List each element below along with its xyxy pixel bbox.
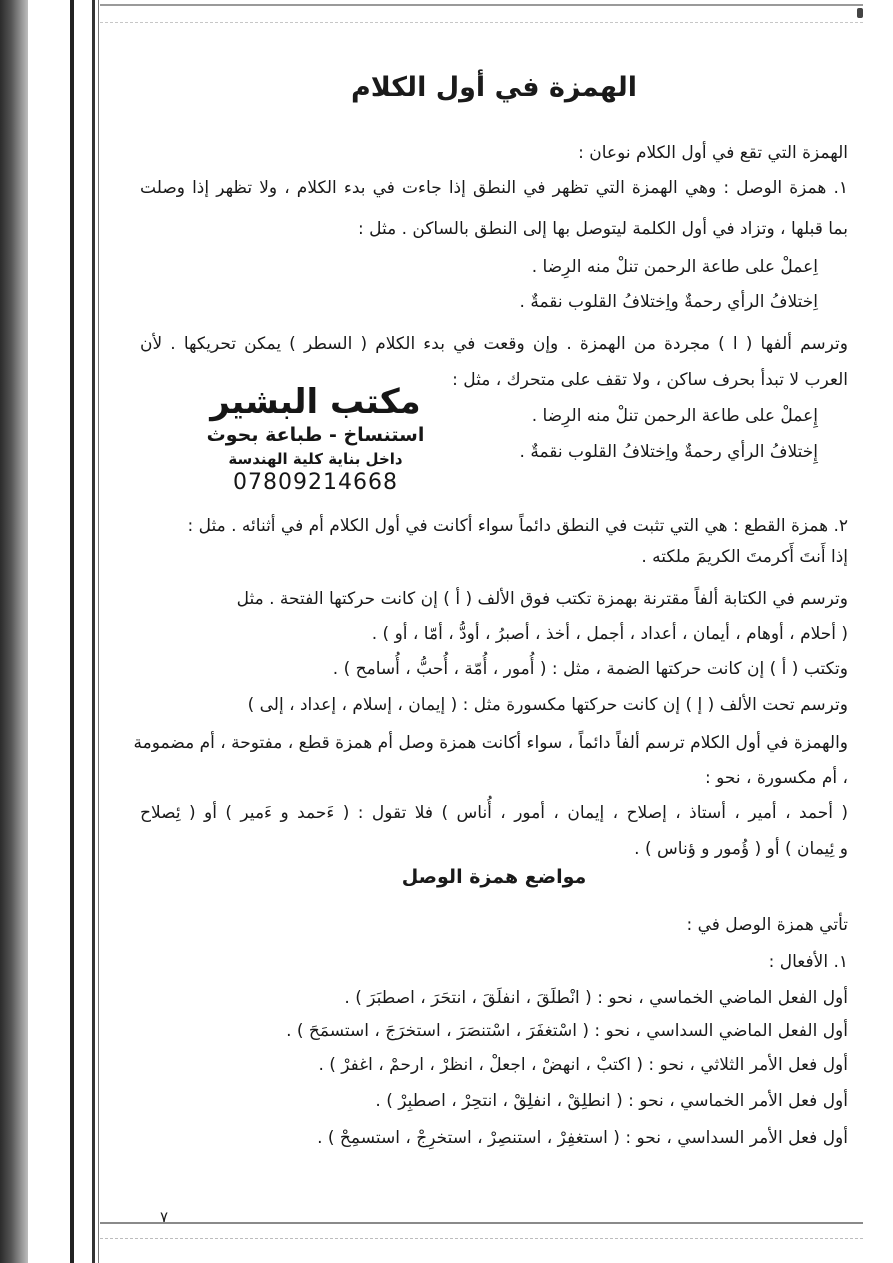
- text-line: العرب لا تبدأ بحرف ساكن ، ولا تقف على متحرك ، مثل :: [452, 370, 848, 390]
- example-line: إِختلافُ الرأي رحمةٌ واِختلافُ القلوب نقمةٌ .: [519, 442, 818, 462]
- example-line: إذا أَنتَ أَكرمتَ الكريمَ ملكته .: [641, 547, 848, 567]
- spine-rule: [98, 0, 99, 1263]
- bottom-page-border: [100, 1222, 863, 1239]
- example-line: اِختلافُ الرأي رحمةٌ واِختلافُ القلوب نقمةٌ .: [519, 292, 818, 312]
- text-line: وتكتب ( أ ) إن كانت حركتها الضمة ، مثل : ( أُمور ، أُمّة ، أُحبُّ ، أُسامح ) .: [332, 659, 848, 679]
- text-line: وترسم تحت الألف ( إ ) إن كانت حركتها مكسورة مثل : ( إيمان ، إسلام ، إعداد ، إلى ): [247, 695, 848, 715]
- scan-mark: [857, 8, 863, 18]
- text-line: أول فعل الأمر الخماسي ، نحو : ( انطلِقْ ، انفلِقْ ، انتحِرْ ، اصطبِرْ ) .: [375, 1091, 848, 1111]
- text-line: الهمزة التي تقع في أول الكلام نوعان :: [578, 143, 848, 163]
- spine-rule: [92, 0, 95, 1263]
- spine-rule: [70, 0, 74, 1263]
- text-line: تأتي همزة الوصل في :: [686, 915, 848, 935]
- text-line: أول فعل الأمر الثلاثي ، نحو : ( اكتبْ ، انهضْ ، اجعلْ ، انظرْ ، ارحمْ ، اغفرْ ) .: [318, 1055, 848, 1075]
- text-line: ٢. همزة القطع : هي التي تثبت في النطق دائماً سواء أكانت في أول الكلام أم في أثنائه . مثل :: [187, 516, 848, 536]
- book-spine-shadow: [0, 0, 28, 1263]
- print-shop-stamp: [198, 382, 433, 512]
- text-line: وترسم ألفها ( ا ) مجردة من الهمزة . وإن وقعت في بدء الكلام ( السطر ) يمكن تحريكها . لأن: [140, 334, 848, 354]
- stamp-services: استنساخ - طباعة بحوث: [206, 424, 425, 446]
- example-line: إِعملْ على طاعة الرحمن تنلْ منه الرِضا .: [531, 406, 818, 426]
- text-line: ١. همزة الوصل : وهي الهمزة التي تظهر في النطق إذا جاءت في بدء الكلام ، ولا تظهر إذا وصلت: [140, 178, 848, 198]
- stamp-name: مكتب البشير: [210, 382, 421, 422]
- section-heading: مواضع همزة الوصل: [401, 866, 587, 888]
- stamp-location: داخل بناية كلية الهندسة: [228, 450, 403, 468]
- text-line: ( أحلام ، أوهام ، أيمان ، أعداد ، أجمل ، أخذ ، أصبرُ ، أودُّ ، أمّا ، أو ) .: [371, 624, 848, 644]
- text-line: ، أم مكسورة ، نحو :: [704, 768, 848, 788]
- text-line: بما قبلها ، وتزاد في أول الكلمة ليتوصل بها إلى النطق بالساكن . مثل :: [357, 219, 848, 239]
- top-page-border: [100, 4, 863, 23]
- text-line: أول فعل الأمر السداسي ، نحو : ( استغفِرْ ، استنصِرْ ، استخرِجْ ، استسمِحْ ) .: [317, 1128, 848, 1148]
- text-line: ١. الأفعال :: [768, 952, 848, 972]
- text-line: أول الفعل الماضي السداسي ، نحو : ( اسْتغفَرَ ، اسْتنصَرَ ، استخرَجَ ، استسمَحَ ) .: [286, 1021, 848, 1041]
- text-line: و ئِيمان ) أو ( ؤُمور و ؤناس ) .: [634, 839, 848, 859]
- text-line: وترسم في الكتابة ألفاً مقترنة بهمزة تكتب فوق الألف ( أ ) إن كانت حركتها الفتحة . مثل: [236, 589, 848, 609]
- text-line: ( أحمد ، أمير ، أستاذ ، إصلاح ، إيمان ، أمور ، أُناس ) فلا تقول : ( ءَحمد و ءَمير ) أو ( ئِصلاح: [140, 803, 848, 823]
- page-number: ٧: [160, 1208, 169, 1226]
- stamp-phone: 07809214668: [233, 470, 398, 495]
- text-line: أول الفعل الماضي الخماسي ، نحو : ( انْطلَقَ ، انفلَقَ ، انتحَرَ ، اصطبَرَ ) .: [344, 988, 848, 1008]
- text-line: والهمزة في أول الكلام ترسم ألفاً دائماً ، سواء أكانت همزة وصل أم همزة قطع ، مفتوحة ، أم مضمومة: [133, 733, 848, 753]
- example-line: اِعملْ على طاعة الرحمن تنلْ منه الرِضا .: [531, 257, 818, 277]
- page-title: الهمزة في أول الكلام: [350, 72, 638, 103]
